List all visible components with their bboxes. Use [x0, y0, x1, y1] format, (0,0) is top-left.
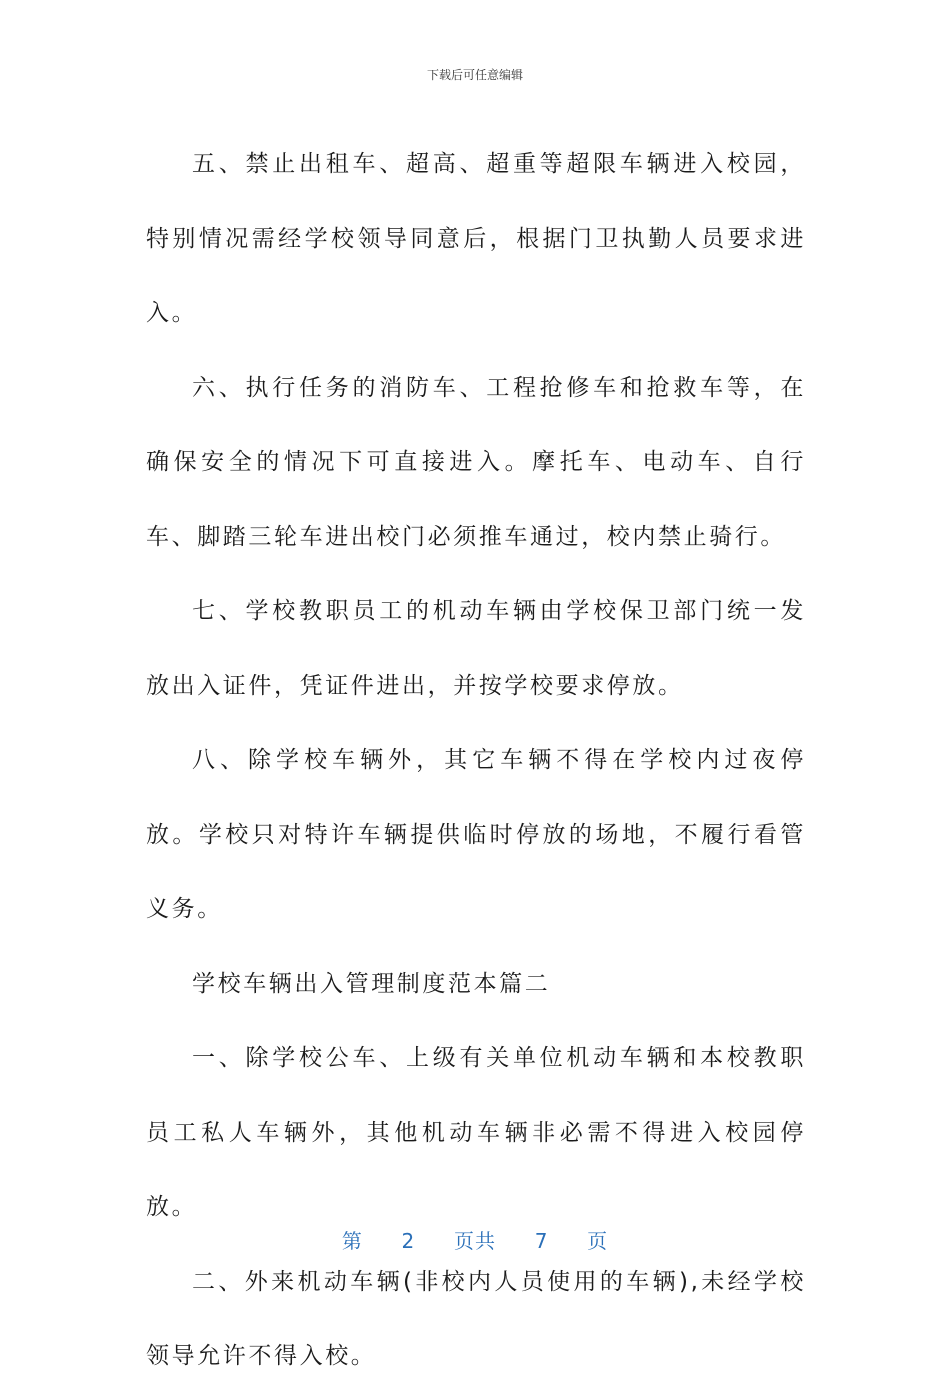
total-pages-number: 7 [534, 1229, 549, 1253]
section-heading: 学校车辆出入管理制度范本篇二 [192, 970, 551, 997]
paragraph-5: 五、禁止出租车、超高、超重等超限车辆进入校园，特别情况需经学校领导同意后，根据门卫执勤人员要求进入。 [146, 151, 806, 326]
paragraph-6: 六、执行任务的消防车、工程抢修车和抢救车等，在确保安全的情况下可直接进入。摩托车、电动车、自行车、脚踏三轮车进出校门必须推车通过，校内禁止骑行。 [146, 374, 806, 550]
document-body [146, 127, 806, 1394]
page-footer [0, 1225, 950, 1254]
header-note: 下载后可任意编辑 [426, 68, 523, 82]
paragraph-1: 一、除学校公车、上级有关单位机动车辆和本校教职员工私人车辆外，其他机动车辆非必需不得进入校园停放。 [146, 1045, 806, 1220]
footer-suffix: 页 [587, 1229, 609, 1253]
current-page-number: 2 [401, 1229, 416, 1253]
paragraph-2: 二、外来机动车辆(非校内人员使用的车辆),未经学校领导允许不得入校。 [146, 1268, 806, 1369]
paragraph-8: 八、除学校车辆外，其它车辆不得在学校内过夜停放。学校只对特许车辆提供临时停放的场地，不履行看管义务。 [146, 747, 806, 922]
paragraph-7: 七、学校教职员工的机动车辆由学校保卫部门统一发放出入证件，凭证件进出，并按学校要求停放。 [146, 598, 806, 699]
footer-prefix: 第 [341, 1229, 363, 1253]
footer-middle: 页共 [454, 1229, 496, 1253]
